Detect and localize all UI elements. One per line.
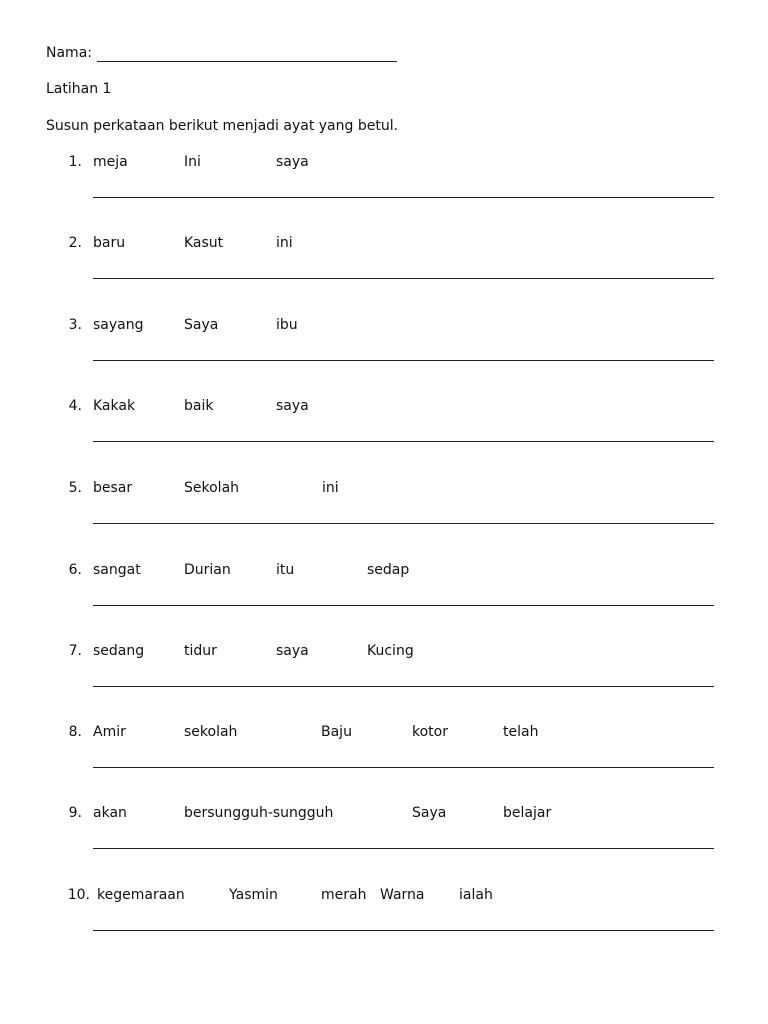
word: merah: [321, 887, 367, 903]
question-6: [0, 561, 768, 643]
answer-line: [93, 767, 714, 768]
word: Saya: [184, 317, 219, 333]
instruction-text: Susun perkataan berikut menjadi ayat yang betul.: [46, 118, 399, 134]
question-1: [0, 153, 768, 235]
question-number: 8.: [68, 724, 82, 740]
answer-line: [93, 686, 714, 687]
question-9: [0, 804, 768, 886]
word: Kasut: [184, 235, 224, 251]
question-4: [0, 397, 768, 479]
word: saya: [276, 643, 309, 659]
answer-line: [93, 930, 714, 931]
word: Yasmin: [229, 887, 278, 903]
word: Kakak: [93, 398, 136, 414]
word: Amir: [93, 724, 126, 740]
word: baik: [184, 398, 214, 414]
word: sayang: [93, 317, 144, 333]
word: Warna: [380, 887, 425, 903]
name-label: Nama:: [46, 45, 92, 61]
answer-line: [93, 848, 714, 849]
word: ibu: [276, 317, 298, 333]
question-7: [0, 642, 768, 724]
word: sekolah: [184, 724, 238, 740]
word: Durian: [184, 562, 231, 578]
word: bersungguh-sungguh: [184, 805, 334, 821]
word: sangat: [93, 562, 141, 578]
answer-line: [93, 523, 714, 524]
answer-line: [93, 441, 714, 442]
word: ini: [276, 235, 293, 251]
word: itu: [276, 562, 295, 578]
question-number: 6.: [68, 562, 82, 578]
word: Saya: [412, 805, 447, 821]
word: telah: [503, 724, 539, 740]
word: Sekolah: [184, 480, 240, 496]
word: baru: [93, 235, 126, 251]
question-8: [0, 723, 768, 805]
word: meja: [93, 154, 128, 170]
answer-line: [93, 360, 714, 361]
answer-line: [93, 197, 714, 198]
word: kotor: [412, 724, 448, 740]
word: saya: [276, 154, 309, 170]
word: akan: [93, 805, 127, 821]
question-number: 10.: [67, 887, 90, 903]
question-10: [0, 886, 768, 968]
question-2: [0, 234, 768, 316]
word: saya: [276, 398, 309, 414]
answer-line: [93, 278, 714, 279]
word: sedang: [93, 643, 145, 659]
word: Kucing: [367, 643, 414, 659]
word: Baju: [321, 724, 352, 740]
question-number: 1.: [68, 154, 82, 170]
word: belajar: [503, 805, 552, 821]
question-3: [0, 316, 768, 398]
question-5: [0, 479, 768, 561]
word: Ini: [184, 154, 201, 170]
word: besar: [93, 480, 133, 496]
answer-line: [93, 605, 714, 606]
name-write-line: [97, 61, 397, 62]
exercise-title: Latihan 1: [46, 81, 112, 97]
question-number: 9.: [68, 805, 82, 821]
word: sedap: [367, 562, 410, 578]
word: kegemaraan: [97, 887, 185, 903]
question-number: 2.: [68, 235, 82, 251]
word: ialah: [459, 887, 493, 903]
question-number: 4.: [68, 398, 82, 414]
word: ini: [322, 480, 339, 496]
question-number: 3.: [68, 317, 82, 333]
question-number: 7.: [68, 643, 82, 659]
question-number: 5.: [68, 480, 82, 496]
word: tidur: [184, 643, 217, 659]
